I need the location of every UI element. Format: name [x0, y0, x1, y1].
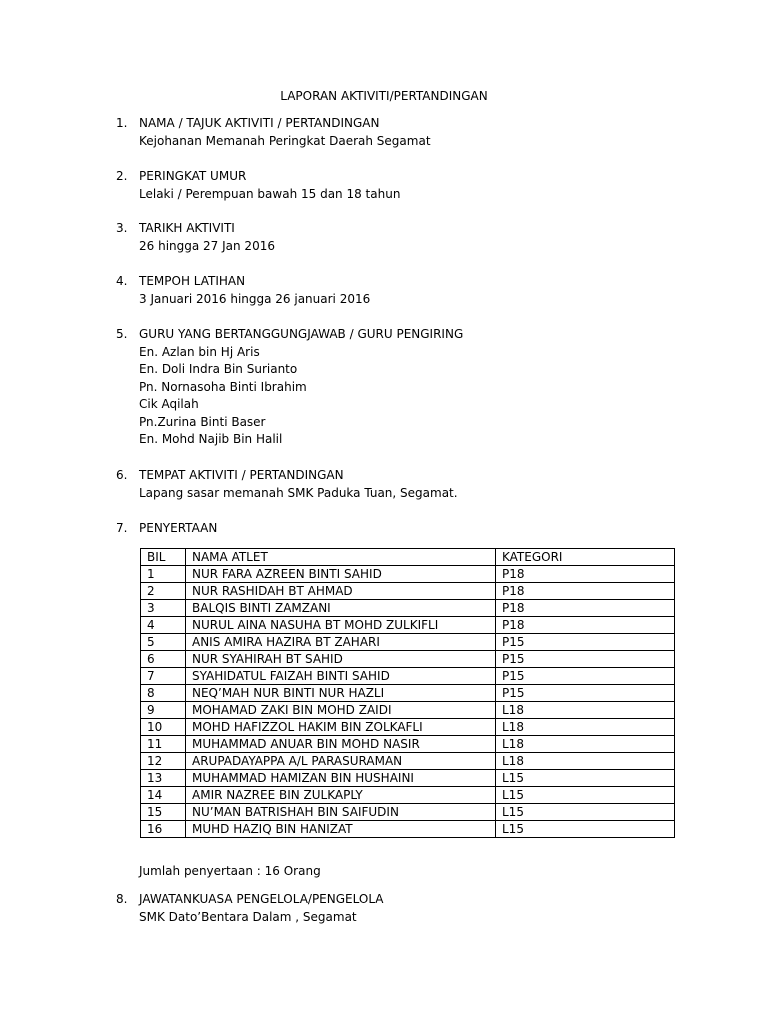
- table-row: [141, 583, 675, 600]
- cell-nama: NUR SYAHIRAH BT SAHID: [186, 651, 496, 668]
- cell-nama: SYAHIDATUL FAIZAH BINTI SAHID: [186, 668, 496, 685]
- cell-nama: MOHAMAD ZAKI BIN MOHD ZAIDI: [186, 702, 496, 719]
- table-row: [141, 787, 675, 804]
- cell-kategori: L18: [496, 702, 675, 719]
- cell-nama: NU’MAN BATRISHAH BIN SAIFUDIN: [186, 804, 496, 821]
- cell-bil: 12: [141, 753, 186, 770]
- cell-bil: 6: [141, 651, 186, 668]
- cell-nama: BALQIS BINTI ZAMZANI: [186, 600, 496, 617]
- teacher-name: En. Azlan bin Hj Aris: [139, 344, 260, 359]
- cell-bil: 9: [141, 702, 186, 719]
- table-row: [141, 634, 675, 651]
- cell-nama: MUHAMMAD ANUAR BIN MOHD NASIR: [186, 736, 496, 753]
- section-heading: TEMPOH LATIHAN: [139, 274, 246, 288]
- table-row: [141, 804, 675, 821]
- table-row: [141, 753, 675, 770]
- section-number: 6.: [116, 468, 128, 482]
- cell-nama: ARUPADAYAPPA A/L PARASURAMAN: [186, 753, 496, 770]
- cell-nama: NEQ’MAH NUR BINTI NUR HAZLI: [186, 685, 496, 702]
- teacher-name: Pn. Nornasoha Binti Ibrahim: [139, 379, 307, 394]
- table-header-row: [141, 549, 675, 566]
- cell-bil: 15: [141, 804, 186, 821]
- cell-nama: ANIS AMIRA HAZIRA BT ZAHARI: [186, 634, 496, 651]
- column-header-bil: BIL: [141, 549, 186, 566]
- cell-bil: 10: [141, 719, 186, 736]
- cell-nama: NUR FARA AZREEN BINTI SAHID: [186, 566, 496, 583]
- table-row: [141, 617, 675, 634]
- cell-kategori: P18: [496, 583, 675, 600]
- teacher-name: En. Mohd Najib Bin Halil: [139, 432, 283, 446]
- cell-bil: 13: [141, 770, 186, 787]
- cell-kategori: P15: [496, 634, 675, 651]
- section-heading: TEMPAT AKTIVITI / PERTANDINGAN: [139, 468, 344, 482]
- column-header-kategori: KATEGORI: [496, 549, 675, 566]
- cell-kategori: P15: [496, 668, 675, 685]
- cell-kategori: L15: [496, 787, 675, 804]
- section-number: 8.: [116, 892, 128, 906]
- table-row: [141, 566, 675, 583]
- section-number: 5.: [116, 327, 128, 341]
- cell-bil: 3: [141, 600, 186, 617]
- cell-kategori: P15: [496, 651, 675, 668]
- cell-bil: 1: [141, 566, 186, 583]
- table-row: [141, 770, 675, 787]
- table-row: [141, 600, 675, 617]
- teacher-name: Pn.Zurina Binti Baser: [139, 414, 266, 429]
- cell-bil: 8: [141, 685, 186, 702]
- cell-nama: NUR RASHIDAH BT AHMAD: [186, 583, 496, 600]
- section-number: 7.: [116, 521, 128, 535]
- section-heading: JAWATANKUASA PENGELOLA/PENGELOLA: [139, 892, 384, 906]
- section-heading: TARIKH AKTIVITI: [139, 221, 235, 235]
- cell-kategori: L15: [496, 804, 675, 821]
- cell-nama: MUHAMMAD HAMIZAN BIN HUSHAINI: [186, 770, 496, 787]
- cell-nama: MOHD HAFIZZOL HAKIM BIN ZOLKAFLI: [186, 719, 496, 736]
- table-row: [141, 651, 675, 668]
- table-row: [141, 702, 675, 719]
- section-heading: PERINGKAT UMUR: [139, 169, 247, 183]
- cell-kategori: L18: [496, 736, 675, 753]
- participants-table: [140, 548, 675, 838]
- cell-kategori: L18: [496, 753, 675, 770]
- cell-kategori: L15: [496, 821, 675, 838]
- table-row: [141, 821, 675, 838]
- section-line: Kejohanan Memanah Peringkat Daerah Segamat: [139, 133, 431, 148]
- table-row: [141, 719, 675, 736]
- cell-nama: NURUL AINA NASUHA BT MOHD ZULKIFLI: [186, 617, 496, 634]
- cell-bil: 11: [141, 736, 186, 753]
- teacher-name: En. Doli Indra Bin Surianto: [139, 362, 298, 376]
- section-number: 2.: [116, 169, 128, 183]
- section-number: 3.: [116, 221, 128, 235]
- section-heading: PENYERTAAN: [139, 521, 218, 535]
- cell-kategori: P15: [496, 685, 675, 702]
- cell-nama: MUHD HAZIQ BIN HANIZAT: [186, 821, 496, 838]
- cell-kategori: P18: [496, 617, 675, 634]
- section-heading: GURU YANG BERTANGGUNGJAWAB / GURU PENGIRING: [139, 327, 464, 341]
- cell-bil: 5: [141, 634, 186, 651]
- section-number: 4.: [116, 274, 128, 288]
- table-row: [141, 736, 675, 753]
- cell-bil: 4: [141, 617, 186, 634]
- cell-kategori: P18: [496, 566, 675, 583]
- cell-kategori: L18: [496, 719, 675, 736]
- cell-bil: 16: [141, 821, 186, 838]
- cell-bil: 14: [141, 787, 186, 804]
- cell-bil: 2: [141, 583, 186, 600]
- table-row: [141, 685, 675, 702]
- column-header-nama-atlet: NAMA ATLET: [186, 549, 496, 566]
- page-title: LAPORAN AKTIVITI/PERTANDINGAN: [280, 89, 488, 103]
- cell-kategori: L15: [496, 770, 675, 787]
- teacher-name: Cik Aqilah: [139, 397, 199, 411]
- section-line: SMK Dato’Bentara Dalam , Segamat: [139, 909, 357, 924]
- section-number: 1.: [116, 116, 128, 130]
- total-participants: Jumlah penyertaan : 16 Orang: [139, 864, 321, 878]
- section-line: 26 hingga 27 Jan 2016: [139, 238, 275, 253]
- cell-bil: 7: [141, 668, 186, 685]
- table-row: [141, 668, 675, 685]
- cell-kategori: P18: [496, 600, 675, 617]
- section-line: Lelaki / Perempuan bawah 15 dan 18 tahun: [139, 186, 401, 201]
- section-line: 3 Januari 2016 hingga 26 januari 2016: [139, 291, 371, 306]
- section-heading: NAMA / TAJUK AKTIVITI / PERTANDINGAN: [139, 116, 380, 130]
- section-line: Lapang sasar memanah SMK Paduka Tuan, Segamat.: [139, 485, 458, 500]
- cell-nama: AMIR NAZREE BIN ZULKAPLY: [186, 787, 496, 804]
